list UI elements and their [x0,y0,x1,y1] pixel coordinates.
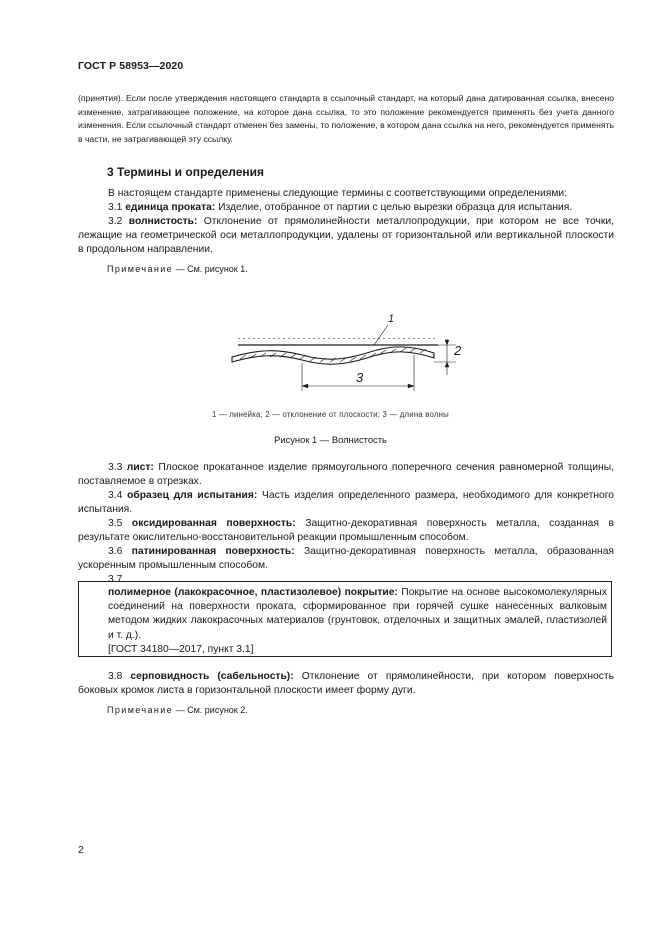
callout-ruler: 1 [388,313,395,325]
section-lead: В настоящем стандарте применены следующие термины с соответствующими определениями: [108,188,568,199]
waviness-figure [220,305,470,395]
quoted-term-content [108,586,607,657]
callout-wavelength: 3 [356,370,364,385]
figure-caption: Рисунок 1 — Волнистость [274,434,387,445]
term-3-1: 3.1 единица проката: Изделие, отобранное от партии с целью вырезки образца для испытания. [108,202,573,213]
note-figure-1: Примечание — См. рисунок 1. [107,264,248,274]
terms-block-top [78,187,614,257]
term-3-3: 3.3 лист: Плоское прокатанное изделие прямоугольного поперечного сечения равномерной толщины, поставляемое в отрезках. [78,462,614,487]
term-3-6: 3.6 патинированная поверхность: Защитно-декоративная поверхность металла, образованная ускоренным промышленным способом. [78,546,614,571]
term-3-8: 3.8 серповидность (сабельность): Отклонение от прямолинейности, при котором поверхность боковых кромок листа в горизонтальной плоскости имеет форму дуги. [78,671,614,696]
page-number: 2 [78,844,84,856]
document-header: ГОСТ Р 58953—2020 [78,60,184,72]
term-3-2: 3.2 волнистость: Отклонение от прямолинейности металлопродукции, при котором не все точки, лежащие на геометрической оси металлопродукции, удалены от горизонтальной или вертикальной плоскости в продольном направлении. [78,216,614,255]
section-heading: 3 Термины и определения [107,165,265,179]
quoted-term-box [78,581,612,657]
figure-legend: 1 — линейка; 2 — отклонение от плоскости; 3 — длина волны [212,410,449,419]
ruler-leader [374,325,388,345]
term-3-4: 3.4 образец для испытания: Часть изделия определенного размера, необходимого для конкретного испытания. [78,490,614,515]
callout-deviation: 2 [454,343,462,358]
terms-block-middle [78,461,614,587]
term-3-7-number: 3.7 [108,574,123,585]
term-3-7-reference: [ГОСТ 34180—2017, пункт 3.1] [108,643,254,655]
terms-block-bottom [78,670,614,698]
intro-text: (принятия). Если после утверждения настоящего стандарта в ссылочный стандарт, на который дана датированная ссылка, внесено изменение, затрагивающее положение, на которое дана ссылка, то это положение рекомендуется применять без учета данного изменения. Если ссылочный стандарт отменен без замены, то положение, в котором дана ссылка на него, рекомендуется применять в части, не затрагивающей эту ссылку. [78,93,614,144]
intro-paragraph [78,92,614,146]
term-3-7: полимерное (лакокрасочное, пластизолевое) покрытие: Покрытие на основе высокомолекулярных соединений на поверхности проката, сформированное при горячей сушке нанесенных валковым методом жидких лакокрасочных материалов (грунтовок, отделочных и защитных эмалей, пластизолей и т. д.). [108,587,607,641]
term-3-5: 3.5 оксидированная поверхность: Защитно-декоративная поверхность металла, созданная в результате окислительно-восстановительной реакции промышленным способом. [78,518,614,543]
note-figure-2: Примечание — См. рисунок 2. [107,705,248,715]
